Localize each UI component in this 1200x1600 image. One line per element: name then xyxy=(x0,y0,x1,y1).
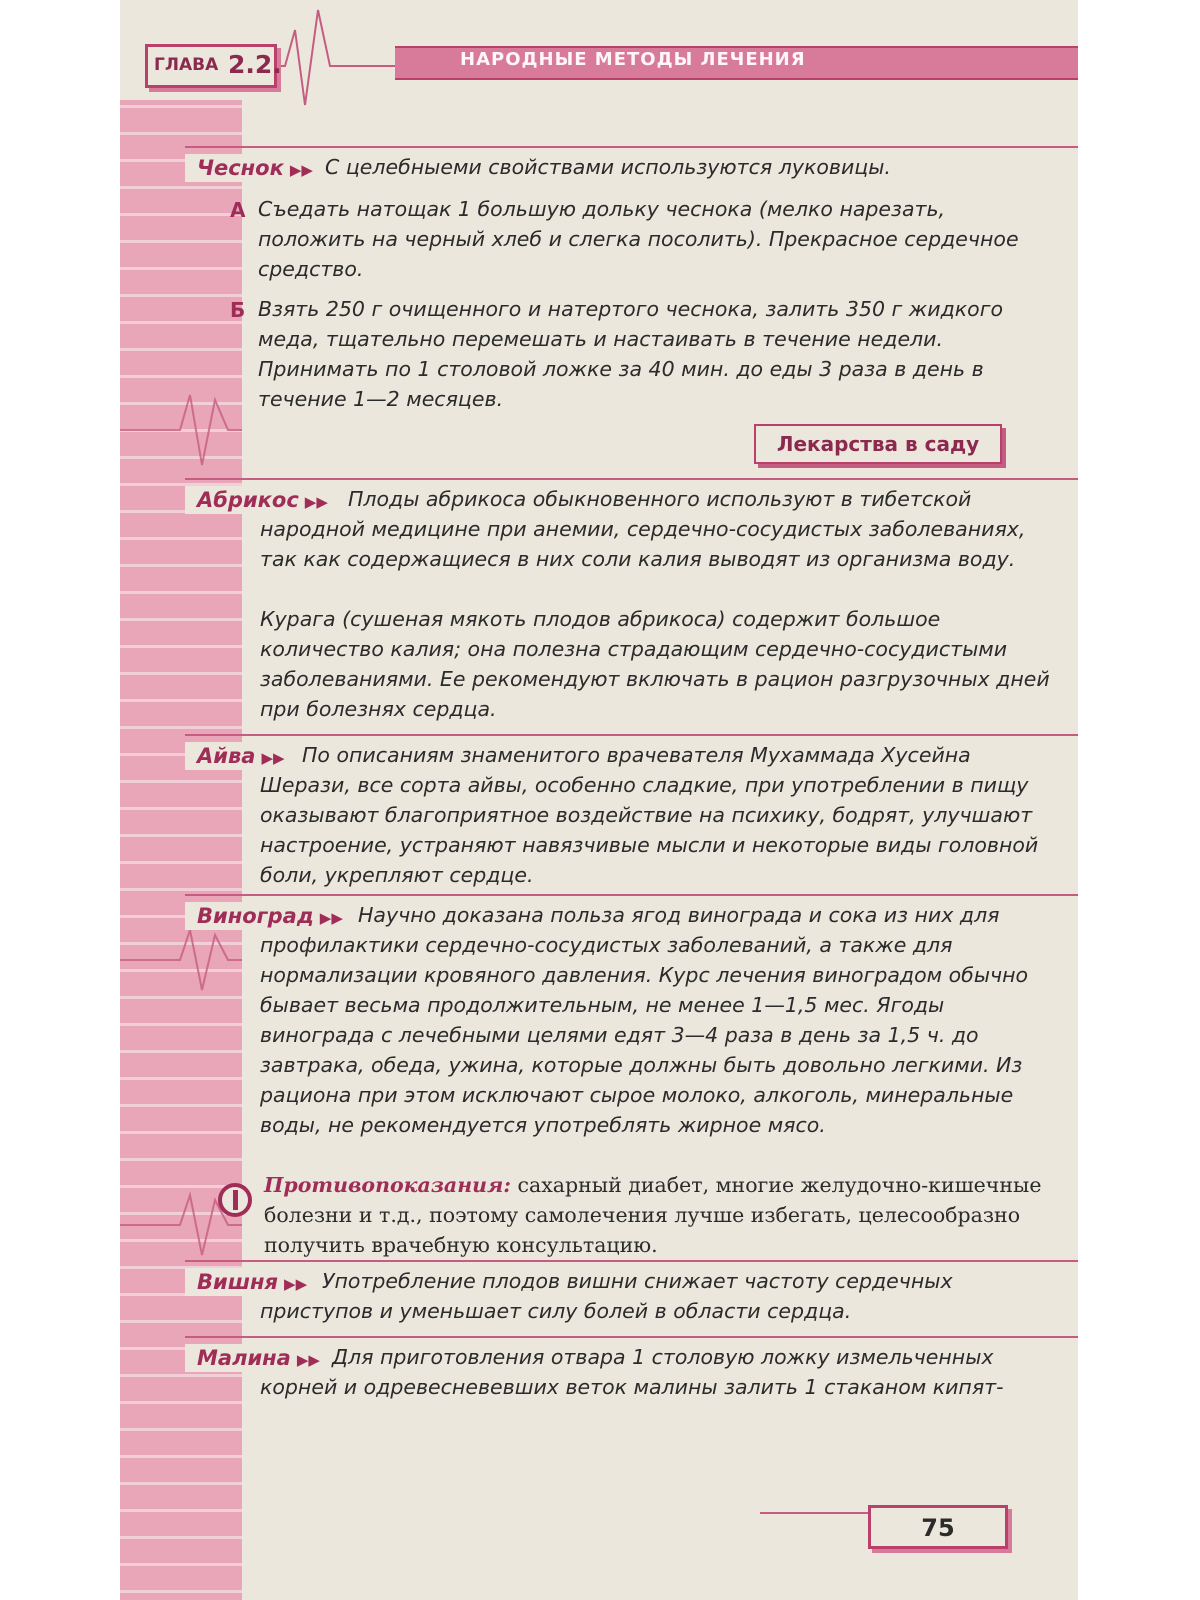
divider xyxy=(185,478,1078,480)
double-arrow-icon: ▶▶ xyxy=(284,1275,308,1293)
grape-text: Научно доказана польза ягод винограда и сока из них для профилактики сердечно-сосудистых заболеваний, а также для нормализации кровяного давления. Курс лечения виноградом обычно бывает весьма продолжительным, не менее 1—1,5 мес. Ягоды винограда с лечебными целями едят 3—4 раза в день за 1,5 ч. до завтрака, обеда, ужина, которые должны быть довольно легкими. Из рациона при этом исключают сырое молоко, алкоголь, минеральные воды, не рекомендуется употреблять жирное мясо. xyxy=(260,903,1029,1137)
item-letter: А xyxy=(230,198,246,222)
chapter-box xyxy=(145,44,282,88)
divider xyxy=(185,894,1078,896)
term-grape: Виноград ▶▶ xyxy=(185,902,355,930)
double-arrow-icon: ▶▶ xyxy=(304,493,328,511)
term-cherry: Вишня ▶▶ xyxy=(185,1268,319,1296)
contraindications-label: Противопоказания: xyxy=(264,1173,511,1197)
garlic-item-a: Съедать натощак 1 большую дольку чеснока (мелко нарезать, положить на черный хлеб и слегка посолить). Прекрасное сердечное средство. xyxy=(258,197,1019,281)
quince-text: По описаниям знаменитого врачевателя Мухаммада Хусейна Шерази, все сорта айвы, особенно сладкие, при употреблении в пищу оказывают благоприятное воздействие на психику, бодрят, улучшают настроение, устраняют навязчивые мысли и некоторые виды головной боли, укрепляют сердце. xyxy=(260,743,1039,887)
term-raspberry: Малина ▶▶ xyxy=(185,1344,332,1372)
apricot-text-1: Плоды абрикоса обыкновенного используют в тибетской народной медицине при анемии, сердечно-сосудистых заболеваниях, так как содержащиеся в них соли калия выводят из организма воду. xyxy=(260,487,1026,571)
divider xyxy=(185,146,1078,148)
contraindications xyxy=(264,1170,1044,1260)
term-quince: Айва ▶▶ xyxy=(185,742,297,770)
page-number-box xyxy=(868,1505,1008,1549)
page-number: 75 xyxy=(921,1514,955,1542)
double-arrow-icon: ▶▶ xyxy=(289,161,313,179)
book-page xyxy=(120,0,1078,1600)
warning-icon xyxy=(218,1183,252,1217)
item-letter: Б xyxy=(230,298,246,322)
cherry-text: Употребление плодов вишни снижает частоту сердечных приступов и уменьшает силу болей в области сердца. xyxy=(260,1269,953,1323)
term-garlic: Чеснок ▶▶ xyxy=(185,154,325,182)
divider xyxy=(185,734,1078,736)
chapter-title: НАРОДНЫЕ МЕТОДЫ ЛЕЧЕНИЯ xyxy=(460,49,806,70)
section-title: Лекарства в саду xyxy=(776,432,980,456)
garlic-item-b: Взять 250 г очищенного и натертого чеснока, залить 350 г жидкого меда, тщательно перемешать и настаивать в течение недели. Принимать по 1 столовой ложке за 40 мин. до еды 3 раза в день в течение 1—2 месяцев. xyxy=(258,297,1004,411)
double-arrow-icon: ▶▶ xyxy=(296,1351,320,1369)
divider xyxy=(185,1260,1078,1262)
divider xyxy=(760,1512,868,1514)
garlic-intro: С целебныеми свойствами используются луковицы. xyxy=(325,155,891,179)
contraindications-text: сахарный диабет, многие желудочно-кишечные болезни и т.д., поэтому самолечения лучше избегать, целесообразно получить врачебную консультацию. xyxy=(264,1173,1042,1257)
double-arrow-icon: ▶▶ xyxy=(261,749,285,767)
chapter-number: 2.2. xyxy=(228,50,282,79)
raspberry-text: Для приготовления отвара 1 столовую ложку измельченных корней и одревесневевших веток малины залить 1 стаканом кипят- xyxy=(260,1345,1004,1399)
section-title-box xyxy=(754,424,1002,464)
term-apricot: Абрикос ▶▶ xyxy=(185,486,340,514)
apricot-text-2: Курага (сушеная мякоть плодов абрикоса) содержит большое количество калия; она полезна страдающим сердечно-сосудистыми заболеваниями. Ее рекомендуют включать в рацион разгрузочных дней при болезнях сердца. xyxy=(260,607,1050,721)
chapter-label: ГЛАВА xyxy=(154,55,219,75)
double-arrow-icon: ▶▶ xyxy=(319,909,343,927)
divider xyxy=(185,1336,1078,1338)
